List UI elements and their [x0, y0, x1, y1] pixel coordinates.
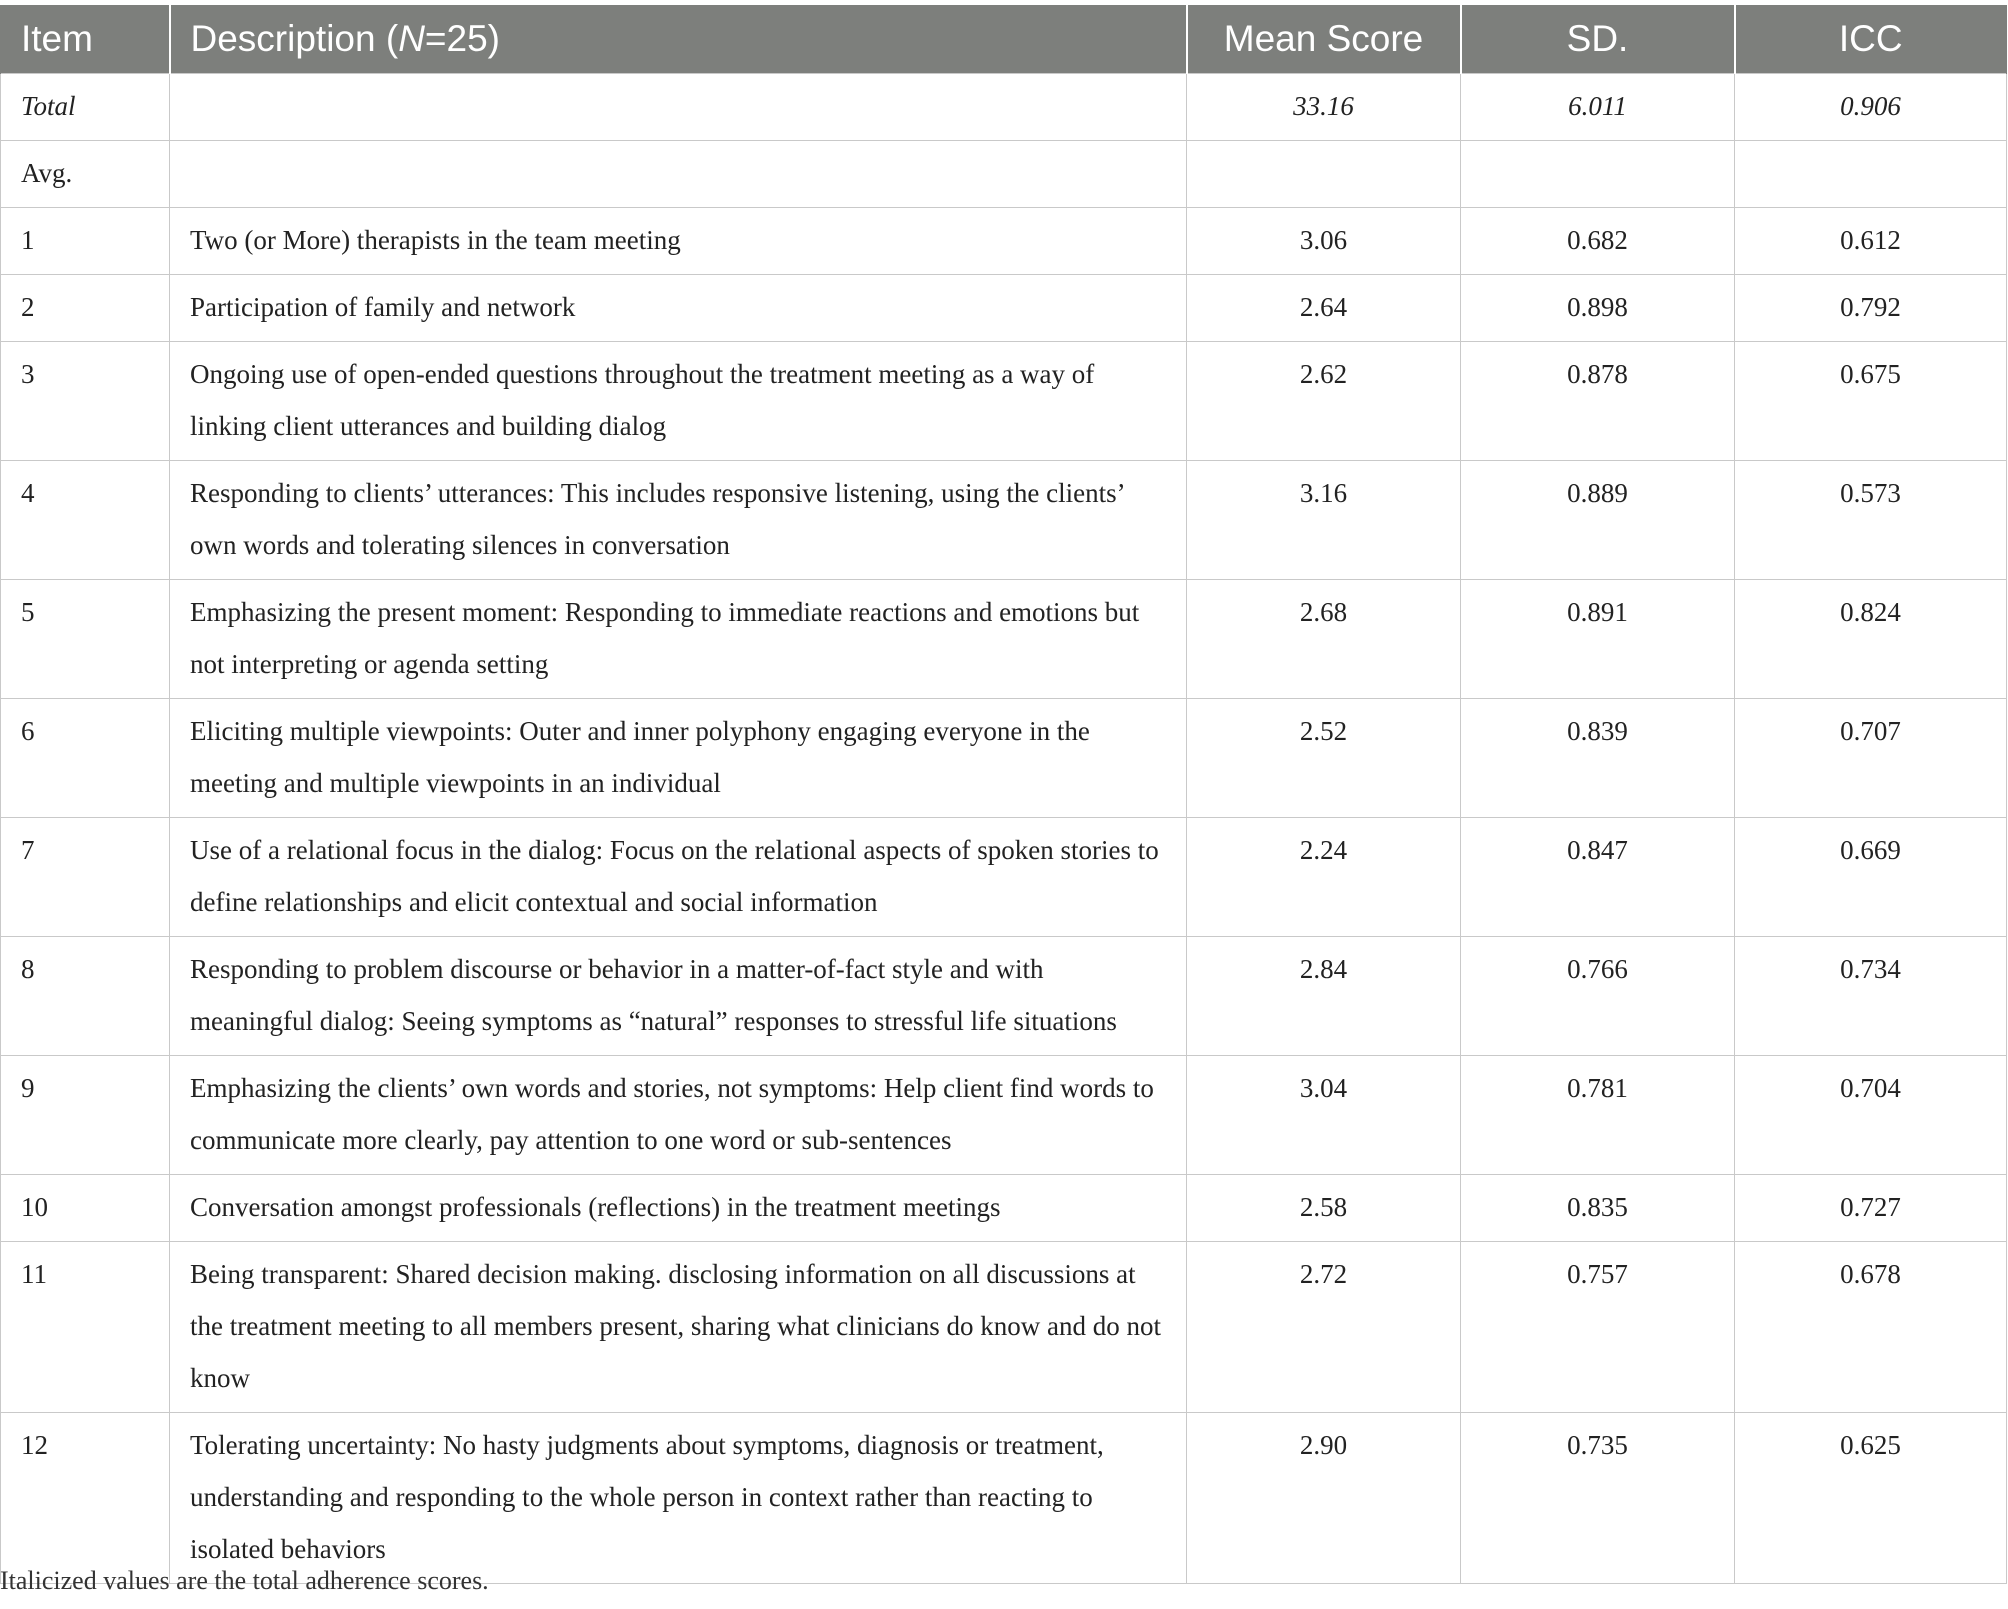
description-cell: Participation of family and network: [170, 275, 1187, 342]
table-row: [1, 342, 2007, 461]
avg-description-cell: [170, 141, 1187, 208]
table-header: [1, 5, 2007, 74]
avg-icc-cell: [1735, 141, 2007, 208]
item-number-cell: 2: [1, 275, 170, 342]
header-item: Item: [1, 5, 170, 74]
sd-cell: 0.878: [1461, 342, 1735, 461]
total-mean-cell: 33.16: [1187, 74, 1461, 141]
header-sd: SD.: [1461, 5, 1735, 74]
sd-cell: 0.889: [1461, 461, 1735, 580]
total-item-cell: Total: [1, 74, 170, 141]
mean-cell: 2.68: [1187, 580, 1461, 699]
item-number-cell: 6: [1, 699, 170, 818]
avg-item-cell: Avg.: [1, 141, 170, 208]
table-row: [1, 937, 2007, 1056]
sd-cell: 0.839: [1461, 699, 1735, 818]
description-cell: Responding to problem discourse or behavior in a matter-of-fact style and with meaningful dialog: Seeing symptoms as “natural” responses to stressful life situations: [170, 937, 1187, 1056]
sd-cell: 0.847: [1461, 818, 1735, 937]
header-icc: ICC: [1735, 5, 2007, 74]
item-number-cell: 3: [1, 342, 170, 461]
item-number-cell: 9: [1, 1056, 170, 1175]
table-row: [1, 1175, 2007, 1242]
table-row: [1, 580, 2007, 699]
mean-cell: 3.04: [1187, 1056, 1461, 1175]
item-number-cell: 11: [1, 1242, 170, 1413]
sd-cell: 0.757: [1461, 1242, 1735, 1413]
header-description-prefix: Description (: [190, 18, 399, 59]
sd-cell: 0.898: [1461, 275, 1735, 342]
sd-cell: 0.781: [1461, 1056, 1735, 1175]
mean-cell: 2.72: [1187, 1242, 1461, 1413]
description-cell: Emphasizing the present moment: Responding to immediate reactions and emotions but not interpreting or agenda setting: [170, 580, 1187, 699]
table-row: [1, 275, 2007, 342]
header-description: [170, 5, 1187, 74]
icc-cell: 0.707: [1735, 699, 2007, 818]
description-cell: Emphasizing the clients’ own words and stories, not symptoms: Help client find words to communicate more clearly, pay attention to one word or sub-sentences: [170, 1056, 1187, 1175]
mean-cell: 2.84: [1187, 937, 1461, 1056]
mean-cell: 2.64: [1187, 275, 1461, 342]
table-row: [1, 1056, 2007, 1175]
avg-sd-cell: [1461, 141, 1735, 208]
mean-cell: 2.24: [1187, 818, 1461, 937]
sd-cell: 0.735: [1461, 1413, 1735, 1584]
icc-cell: 0.824: [1735, 580, 2007, 699]
avg-mean-cell: [1187, 141, 1461, 208]
table-body: [1, 74, 2007, 1584]
sd-cell: 0.682: [1461, 208, 1735, 275]
table-row: [1, 1242, 2007, 1413]
table-row: [1, 1413, 2007, 1584]
table-footnote: Italicized values are the total adherence scores.: [0, 1566, 489, 1595]
table-row: [1, 699, 2007, 818]
item-number-cell: 4: [1, 461, 170, 580]
total-description-cell: [170, 74, 1187, 141]
mean-cell: 2.62: [1187, 342, 1461, 461]
item-number-cell: 8: [1, 937, 170, 1056]
description-cell: Ongoing use of open-ended questions throughout the treatment meeting as a way of linking client utterances and building dialog: [170, 342, 1187, 461]
header-description-n: N: [398, 18, 425, 59]
icc-cell: 0.573: [1735, 461, 2007, 580]
header-row: [1, 5, 2007, 74]
icc-cell: 0.727: [1735, 1175, 2007, 1242]
description-cell: Two (or More) therapists in the team meeting: [170, 208, 1187, 275]
table-row: [1, 208, 2007, 275]
description-cell: Responding to clients’ utterances: This includes responsive listening, using the clients’ own words and tolerating silences in conversation: [170, 461, 1187, 580]
icc-cell: 0.612: [1735, 208, 2007, 275]
total-icc-cell: 0.906: [1735, 74, 2007, 141]
header-description-suffix: =25): [424, 18, 501, 59]
item-number-cell: 10: [1, 1175, 170, 1242]
header-mean-score: Mean Score: [1187, 5, 1461, 74]
mean-cell: 2.90: [1187, 1413, 1461, 1584]
icc-cell: 0.669: [1735, 818, 2007, 937]
icc-cell: 0.704: [1735, 1056, 2007, 1175]
item-number-cell: 12: [1, 1413, 170, 1584]
icc-cell: 0.625: [1735, 1413, 2007, 1584]
description-cell: Eliciting multiple viewpoints: Outer and inner polyphony engaging everyone in the meeting and multiple viewpoints in an individual: [170, 699, 1187, 818]
mean-cell: 2.52: [1187, 699, 1461, 818]
description-cell: Conversation amongst professionals (reflections) in the treatment meetings: [170, 1175, 1187, 1242]
sd-cell: 0.891: [1461, 580, 1735, 699]
sd-cell: 0.835: [1461, 1175, 1735, 1242]
table-row: [1, 461, 2007, 580]
description-cell: Being transparent: Shared decision making. disclosing information on all discussions at the treatment meeting to all members present, sharing what clinicians do know and do not know: [170, 1242, 1187, 1413]
mean-cell: 3.16: [1187, 461, 1461, 580]
description-cell: Use of a relational focus in the dialog: Focus on the relational aspects of spoken stories to define relationships and elicit contextual and social information: [170, 818, 1187, 937]
item-number-cell: 1: [1, 208, 170, 275]
item-number-cell: 5: [1, 580, 170, 699]
table-row: [1, 818, 2007, 937]
description-cell: Tolerating uncertainty: No hasty judgments about symptoms, diagnosis or treatment, understanding and responding to the whole person in context rather than reacting to isolated behaviors: [170, 1413, 1187, 1584]
adherence-table: [0, 5, 2007, 1584]
icc-cell: 0.792: [1735, 275, 2007, 342]
mean-cell: 2.58: [1187, 1175, 1461, 1242]
total-sd-cell: 6.011: [1461, 74, 1735, 141]
avg-row: [1, 141, 2007, 208]
icc-cell: 0.678: [1735, 1242, 2007, 1413]
mean-cell: 3.06: [1187, 208, 1461, 275]
item-number-cell: 7: [1, 818, 170, 937]
sd-cell: 0.766: [1461, 937, 1735, 1056]
total-row: [1, 74, 2007, 141]
icc-cell: 0.734: [1735, 937, 2007, 1056]
icc-cell: 0.675: [1735, 342, 2007, 461]
